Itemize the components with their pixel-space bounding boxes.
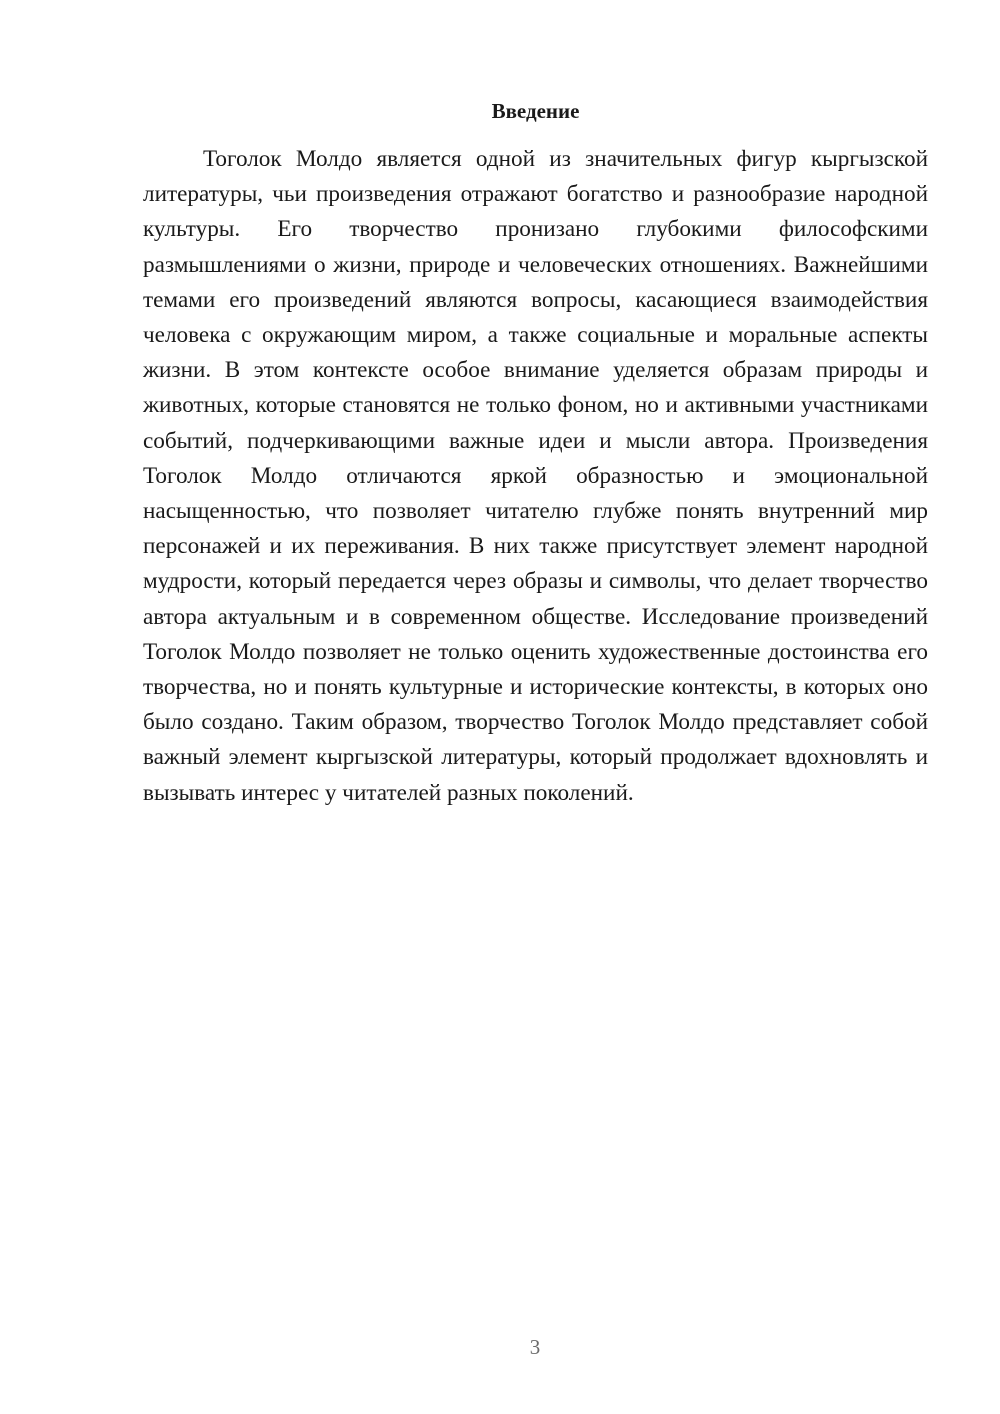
page-title: Введение bbox=[491, 99, 580, 123]
body-paragraph: Тоголок Молдо является одной из значительных фигур кыргызской литературы, чьи произведения отражают богатство и разнообразие народной культуры. Его творчество пронизано глубокими философскими размышлениями о жизни, природе и человеческих отношениях. Важнейшими темами его произведений являются вопросы, касающиеся взаимодействия человека с окружающим миром, а также социальные и моральные аспекты жизни. В этом контексте особое внимание уделяется образам природы и животных, которые становятся не только фоном, но и активными участниками событий, подчеркивающими важные идеи и мысли автора. Произведения Тоголок Молдо отличаются яркой образностью и эмоциональной насыщенностью, что позволяет читателю глубже понять внутренний мир персонажей и их переживания. В них также присутствует элемент народной мудрости, который передается через образы и символы, что делает творчество автора актуальным и в современном обществе. Исследование произведений Тоголок Молдо позволяет не только оценить художественные достоинства его творчества, но и понять культурные и исторические контексты, в которых оно было создано. Таким образом, творчество Тоголок Молдо представляет собой важный элемент кыргызской литературы, который продолжает вдохновлять и вызывать интерес у читателей разных поколений. bbox=[143, 146, 928, 806]
page-number: 3 bbox=[529, 1335, 541, 1359]
